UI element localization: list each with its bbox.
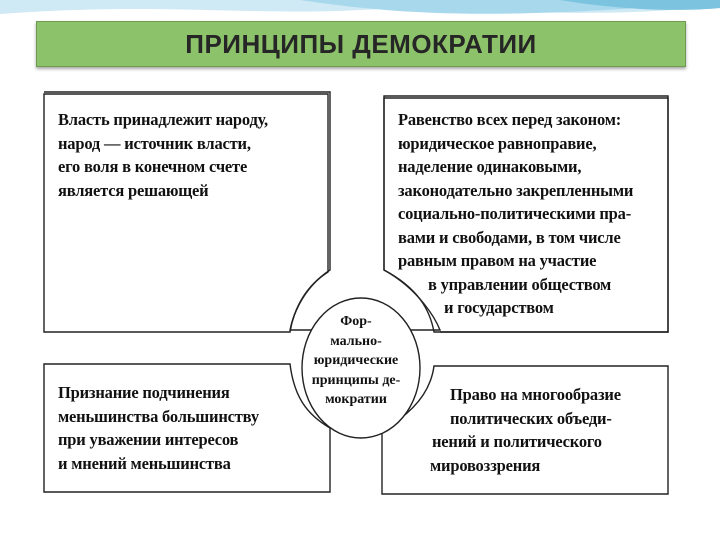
center-label [306,312,406,410]
center-line: мально- [330,333,382,349]
text-bottom-right [430,383,621,477]
text-line: наделение одинаковыми, [398,157,582,176]
page-title: ПРИНЦИПЫ ДЕМОКРАТИИ [185,28,537,59]
text-line: вами и свободами, в том числе [398,227,621,247]
text-line: нений и политического [432,432,602,451]
text-line: и государством [444,298,554,317]
text-top-right [398,108,633,320]
text-line: является решающей [58,180,209,200]
text-line: и мнений меньшинства [58,453,231,473]
text-line: политических объеди- [450,408,612,428]
center-line: юридические [313,353,399,368]
text-line: Право на многообразие [450,385,621,404]
text-line: Равенство всех перед законом: [398,110,622,129]
text-line: народ — источник власти, [58,133,251,153]
text-line: меньшинства большинству [58,406,259,426]
text-top-left [58,108,268,202]
text-line: равным правом на участие [398,251,597,270]
center-line: принципы де- [311,372,401,388]
text-line: его воля в конечном счете [58,157,248,176]
text-line: Признание подчинения [58,383,230,402]
text-line: юридическое равноправие, [398,133,597,153]
center-line: мократии [325,392,387,407]
text-line: мировоззрения [430,455,541,475]
text-line: законодательно закрепленными [398,180,634,200]
text-line: Власть принадлежит народу, [58,110,268,129]
text-bottom-left [58,381,259,475]
center-line: Фор- [340,314,372,329]
text-line: социально-политическими пра- [398,204,631,223]
text-line: в управлении обществом [428,274,612,294]
text-line: при уважении интересов [58,430,239,449]
